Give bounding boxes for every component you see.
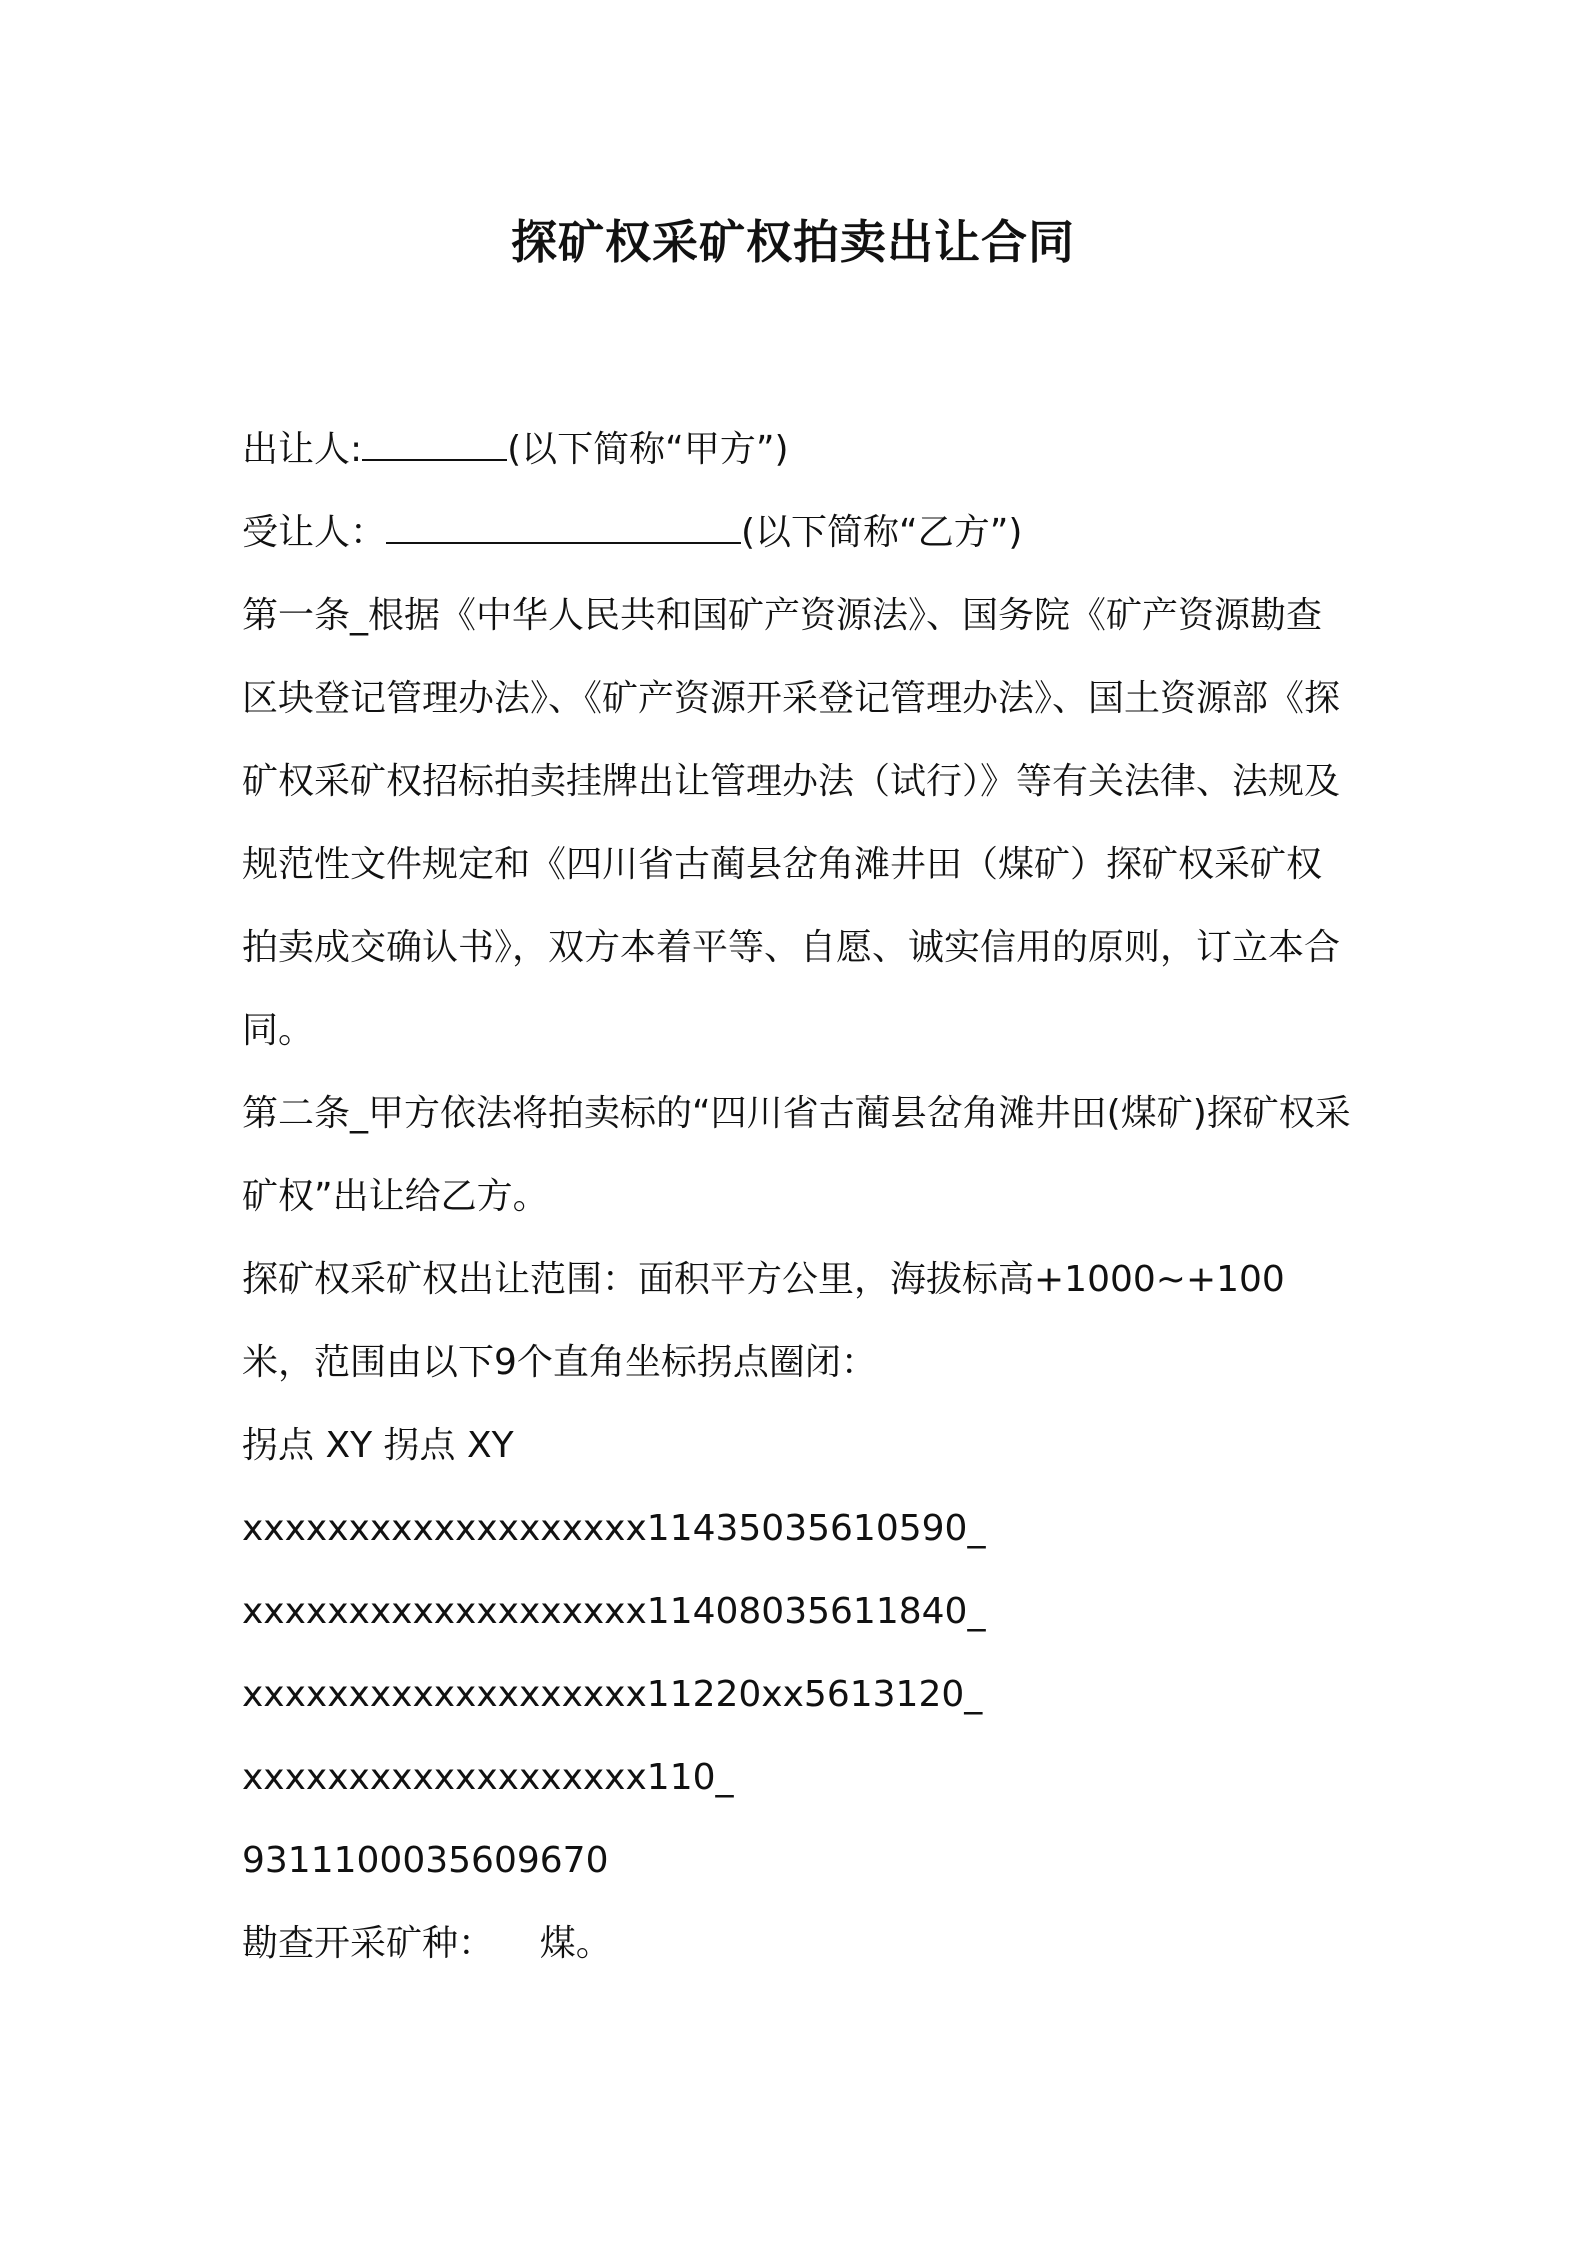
transferor-blank [362,427,507,461]
transferee-line [242,491,1352,574]
mineral-type-line: 勘查开采矿种： 煤。 [242,1923,612,1964]
article-2: 第二条_甲方依法将拍卖标的“四川省古蔺县岔角滩井田(煤矿)探矿权采矿权”出让给乙方。 [242,1093,1351,1217]
coordinate-row: xxxxxxxxxxxxxxxxxxx110_ [242,1757,734,1798]
coordinate-row: 9311100035609670 [242,1840,609,1881]
scope-paragraph: 探矿权采矿权出让范围：面积平方公里，海拔标高+1000~+100米，范围由以下9个直角坐标拐点圈闭： [242,1259,1285,1383]
coordinate-row: xxxxxxxxxxxxxxxxxxx11220xx5613120_ [242,1674,983,1715]
document-title: 探矿权采矿权拍卖出让合同 [511,215,1075,269]
document-body [242,408,1352,1985]
transferor-line [242,408,1352,491]
coordinate-header: 拐点 XY 拐点 XY [242,1425,514,1466]
coordinate-row: xxxxxxxxxxxxxxxxxxx11435035610590_ [242,1508,986,1549]
coordinate-row: xxxxxxxxxxxxxxxxxxx11408035611840_ [242,1591,986,1632]
transferee-suffix: (以下简称“乙方”) [741,512,1023,553]
transferor-label: 出让人: [242,429,363,470]
transferee-blank [386,510,741,544]
transferee-label: 受让人： [242,512,387,553]
transferor-suffix: (以下简称“甲方”) [507,429,789,470]
article-1: 第一条_根据《中华人民共和国矿产资源法》、国务院《矿产资源勘查区块登记管理办法》、《矿产资源开采登记管理办法》、国土资源部《探矿权采矿权招标拍卖挂牌出让管理办法（试行）》等有关法律、法规及规范性文件规定和《四川省古蔺县岔角滩井田（煤矿）探矿权采矿权拍卖成交确认书》，双方本着平等、自愿、诚实信用的原则，订立本合同。 [242,595,1341,1051]
